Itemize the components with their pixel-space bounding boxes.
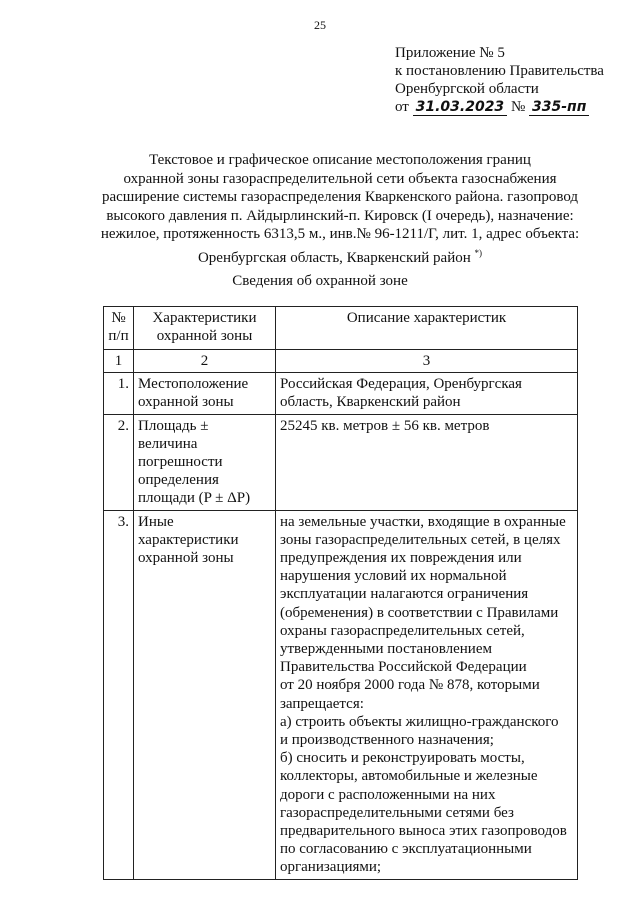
row-description [276,373,578,414]
description-line: (обременения) в соответствии с Правилами [280,604,559,621]
description-line: предупреждения их повреждения или [280,550,522,567]
row-characteristic: Местоположение охранной зоны [134,373,276,414]
description-line: предварительного выноса этих газопроводов [280,823,567,840]
description-line: утвержденными постановлением [280,641,492,658]
description-line: а) строить объекты жилищно-гражданского [280,713,559,730]
appendix-decree: к постановлению Правительства [395,63,604,79]
title-line [70,244,610,268]
column-number: 2 [134,350,276,373]
description-line: б) сносить и реконструировать мосты, [280,750,525,767]
header-description: Описание характеристик [276,307,578,350]
appendix-date-line [395,98,604,116]
description-line: организациями; [280,859,382,876]
row-num: 2. [104,414,134,510]
row-description [276,414,578,510]
title-line: Текстовое и графическое описание местоположения границ [149,152,531,168]
table-row [104,373,578,414]
page-number: 25 [314,18,326,32]
header-characteristics: Характеристики охранной зоны [134,307,276,350]
title-line: нежилое, протяженность 6313,5 м., инв.№ 96-1211/Г, лит. 1, адрес объекта: [100,226,580,242]
description-line: охраны газораспределительных сетей, [280,622,525,639]
appendix-block [395,44,604,116]
column-number: 3 [276,350,578,373]
description-line: и производственного назначения; [280,732,494,749]
date-prefix: от [395,99,409,115]
table-column-numbers-row [104,350,578,373]
description-line: зоны газораспределительных сетей, в целях [280,531,561,548]
handwritten-number: 335-пп [529,99,589,116]
description-line: область, Кваркенский район [280,394,461,411]
header-num: № п/п [104,307,134,350]
handwritten-date: 31.03.2023 [413,99,508,116]
appendix-title: Приложение № 5 [395,45,505,61]
title-line: высокого давления п. Айдырлинский-п. Кировск (I очередь), назначение: [106,207,574,224]
description-line: Российская Федерация, Оренбургская [280,376,522,393]
column-number: 1 [104,350,134,373]
table-header-row [104,307,578,350]
description-line: 25245 кв. метров ± 56 кв. метров [280,417,490,434]
row-description [276,510,578,879]
table-row [104,414,578,510]
row-num: 1. [104,373,134,414]
description-line: нарушения условий их нормальной [280,568,507,585]
description-line: дороги с расположенными на них [280,786,496,803]
row-characteristic: Площадь ± величина погрешности определения площади (P ± ΔP) [134,414,276,510]
description-line: коллекторы, автомобильные и железные [280,768,538,785]
section-title: Сведения об охранной зоне [232,273,408,289]
title-line-text: Оренбургская область, Кваркенский район [197,249,471,266]
table-row [104,510,578,879]
description-line: эксплуатации налагаются ограничения [280,586,529,603]
zone-table [103,306,578,880]
description-line: на земельные участки, входящие в охранные [280,513,566,530]
description-line: запрещается: [280,695,364,712]
row-characteristic: Иные характеристики охранной зоны [134,510,276,879]
number-prefix: № [510,99,526,115]
description-line: от 20 ноября 2000 года № 878, которыми [280,677,540,694]
row-num: 3. [104,510,134,879]
footnote-mark: *) [474,247,483,258]
description-line: по согласованию с эксплуатационными [280,841,532,858]
title-line: охранной зоны газораспределительной сети объекта газоснабжения [123,170,557,187]
document-title [70,151,610,267]
title-line: расширение системы газораспределения Кваркенского района. газопровод [101,189,579,205]
appendix-region: Оренбургской области [395,81,539,97]
description-line: газораспределительными сетями без [280,804,514,821]
description-line: Правительства Российской Федерации [280,659,527,676]
